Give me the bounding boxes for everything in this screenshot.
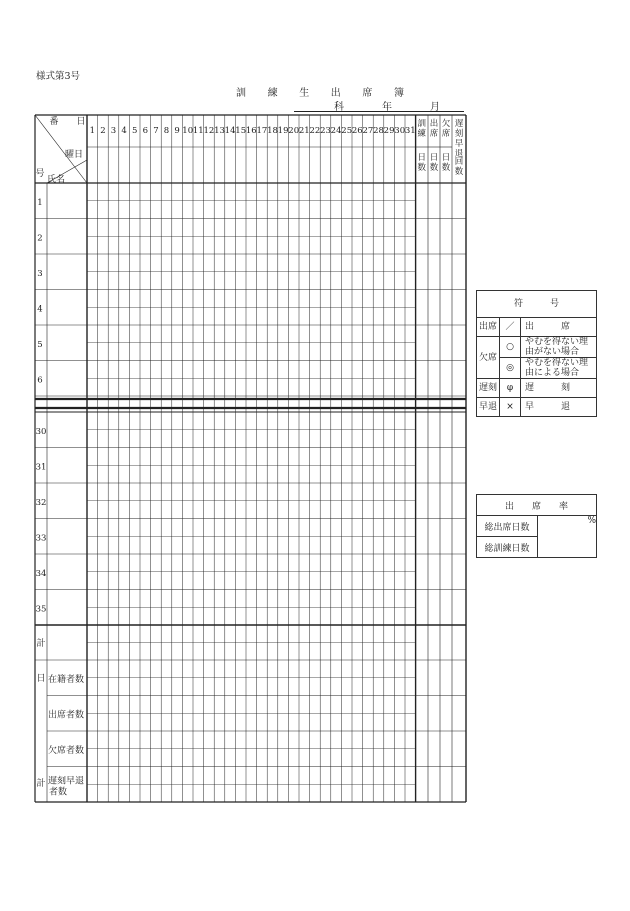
daily-row-label: 在籍者数 bbox=[47, 674, 85, 685]
form-number: 様式第3号 bbox=[36, 71, 81, 82]
day-number: 16 bbox=[245, 126, 257, 136]
summary-header-bottom: 日 bbox=[417, 153, 427, 163]
row-number: 3 bbox=[37, 268, 43, 279]
day-number: 31 bbox=[404, 126, 416, 136]
legend-category: 遅刻 bbox=[477, 379, 500, 398]
header-no-bottom: 号 bbox=[35, 169, 45, 179]
summary-header-top: 遅 bbox=[454, 119, 464, 129]
legend-category: 出席 bbox=[477, 318, 500, 337]
legend-meaning: 出 席 bbox=[521, 318, 597, 337]
day-number: 28 bbox=[373, 126, 384, 136]
row-number: 34 bbox=[35, 568, 47, 579]
legend-category: 欠席 bbox=[477, 337, 500, 379]
row-number: 31 bbox=[35, 462, 47, 473]
percent-sign: % bbox=[587, 516, 596, 526]
day-number: 12 bbox=[203, 126, 215, 136]
summary-header-bottom: 数 bbox=[454, 167, 464, 177]
day-number: 8 bbox=[163, 126, 170, 136]
legend-meaning: やむを得ない理由による場合 bbox=[521, 358, 597, 379]
day-number: 27 bbox=[362, 126, 374, 136]
header-day-label: 日 bbox=[76, 117, 86, 127]
day-number: 13 bbox=[214, 126, 225, 136]
summary-header-top: 席 bbox=[441, 129, 451, 139]
summary-header-bottom: 日 bbox=[441, 153, 451, 163]
day-number: 9 bbox=[174, 126, 180, 136]
row-number: 32 bbox=[35, 497, 47, 508]
summary-header-bottom: 回 bbox=[454, 157, 464, 167]
row-number: 35 bbox=[35, 604, 47, 615]
day-number: 23 bbox=[320, 126, 331, 136]
row-number: 30 bbox=[35, 426, 47, 437]
summary-header-top: 退 bbox=[454, 149, 464, 159]
daily-row-label: 欠席者数 bbox=[47, 745, 85, 756]
legend-title: 符 号 bbox=[477, 291, 597, 318]
day-number: 19 bbox=[277, 126, 289, 136]
summary-header-bottom: 日 bbox=[429, 153, 439, 163]
header-name-label: 氏名 bbox=[46, 175, 66, 185]
day-number: 4 bbox=[121, 126, 127, 136]
daily-side-top: 日 bbox=[36, 674, 46, 684]
row-number: 2 bbox=[37, 233, 43, 244]
title-char: 訓 bbox=[236, 88, 246, 99]
header-weekday-label: 曜日 bbox=[64, 150, 84, 160]
summary-header-top: 欠 bbox=[441, 119, 451, 129]
day-number: 10 bbox=[182, 126, 194, 136]
rate-title: 出 席 率 bbox=[477, 495, 597, 516]
day-number: 3 bbox=[110, 126, 117, 136]
summary-header-top: 訓 bbox=[417, 119, 427, 129]
day-number: 7 bbox=[153, 126, 159, 136]
year-label: 年 bbox=[382, 102, 392, 113]
day-number: 29 bbox=[383, 126, 395, 136]
legend-meaning: 遅 刻 bbox=[521, 379, 597, 398]
month-label: 月 bbox=[430, 102, 440, 113]
total-label: 計 bbox=[36, 639, 46, 649]
summary-header-bottom: 数 bbox=[441, 163, 451, 173]
legend-category: 早退 bbox=[477, 398, 500, 417]
legend-symbol: × bbox=[500, 398, 521, 417]
legend-meaning: 早 退 bbox=[521, 398, 597, 417]
day-number: 21 bbox=[298, 126, 310, 136]
day-number: 17 bbox=[256, 126, 268, 136]
daily-side-bottom: 計 bbox=[36, 779, 46, 789]
title-char: 簿 bbox=[393, 88, 404, 99]
day-number: 2 bbox=[100, 126, 106, 136]
summary-header-top: 早 bbox=[454, 139, 464, 149]
row-number: 4 bbox=[37, 304, 43, 315]
summary-header-bottom: 数 bbox=[417, 163, 427, 173]
daily-row-label: 遅刻早退 bbox=[47, 776, 85, 787]
title-char: 生 bbox=[299, 88, 310, 99]
daily-row-label: 出席者数 bbox=[47, 710, 85, 721]
day-number: 18 bbox=[267, 126, 278, 136]
title-char: 席 bbox=[362, 88, 373, 99]
daily-row-label: 者数 bbox=[48, 787, 68, 798]
day-number: 5 bbox=[131, 126, 138, 136]
row-number: 5 bbox=[37, 339, 43, 350]
day-number: 14 bbox=[224, 126, 236, 136]
attendance-rate-box bbox=[476, 494, 597, 558]
total-attendance-label: 総出席日数 bbox=[477, 516, 538, 537]
day-number: 15 bbox=[235, 126, 247, 136]
title-char: 出 bbox=[330, 88, 341, 99]
symbol-legend bbox=[476, 290, 597, 417]
legend-symbol: φ bbox=[500, 379, 521, 398]
summary-header-top: 席 bbox=[429, 129, 439, 139]
summary-header-top: 出 bbox=[429, 119, 439, 129]
title-char: 練 bbox=[267, 88, 278, 99]
day-number: 20 bbox=[288, 126, 300, 136]
day-number: 30 bbox=[394, 126, 406, 136]
row-number: 33 bbox=[35, 533, 47, 544]
rate-value-cell[interactable] bbox=[538, 516, 597, 558]
day-number: 26 bbox=[351, 126, 363, 136]
legend-symbol: ◎ bbox=[500, 358, 521, 379]
legend-meaning: やむを得ない理由がない場合 bbox=[521, 337, 597, 358]
legend-symbol: ／ bbox=[500, 318, 521, 337]
day-number: 24 bbox=[330, 126, 342, 136]
summary-header-top: 刻 bbox=[454, 129, 464, 139]
course-label: 科 bbox=[334, 102, 344, 113]
summary-header-bottom: 数 bbox=[429, 163, 439, 173]
day-number: 25 bbox=[341, 126, 353, 136]
day-number: 22 bbox=[309, 126, 321, 136]
summary-header-top: 練 bbox=[417, 129, 427, 139]
total-training-label: 総訓練日数 bbox=[477, 537, 538, 558]
header-no-top: 番 bbox=[49, 117, 59, 127]
day-number: 11 bbox=[192, 126, 204, 136]
day-number: 6 bbox=[142, 126, 149, 136]
row-number: 6 bbox=[37, 375, 43, 386]
legend-symbol: ○ bbox=[500, 337, 521, 358]
row-number: 1 bbox=[37, 197, 43, 208]
day-number: 1 bbox=[89, 126, 96, 136]
